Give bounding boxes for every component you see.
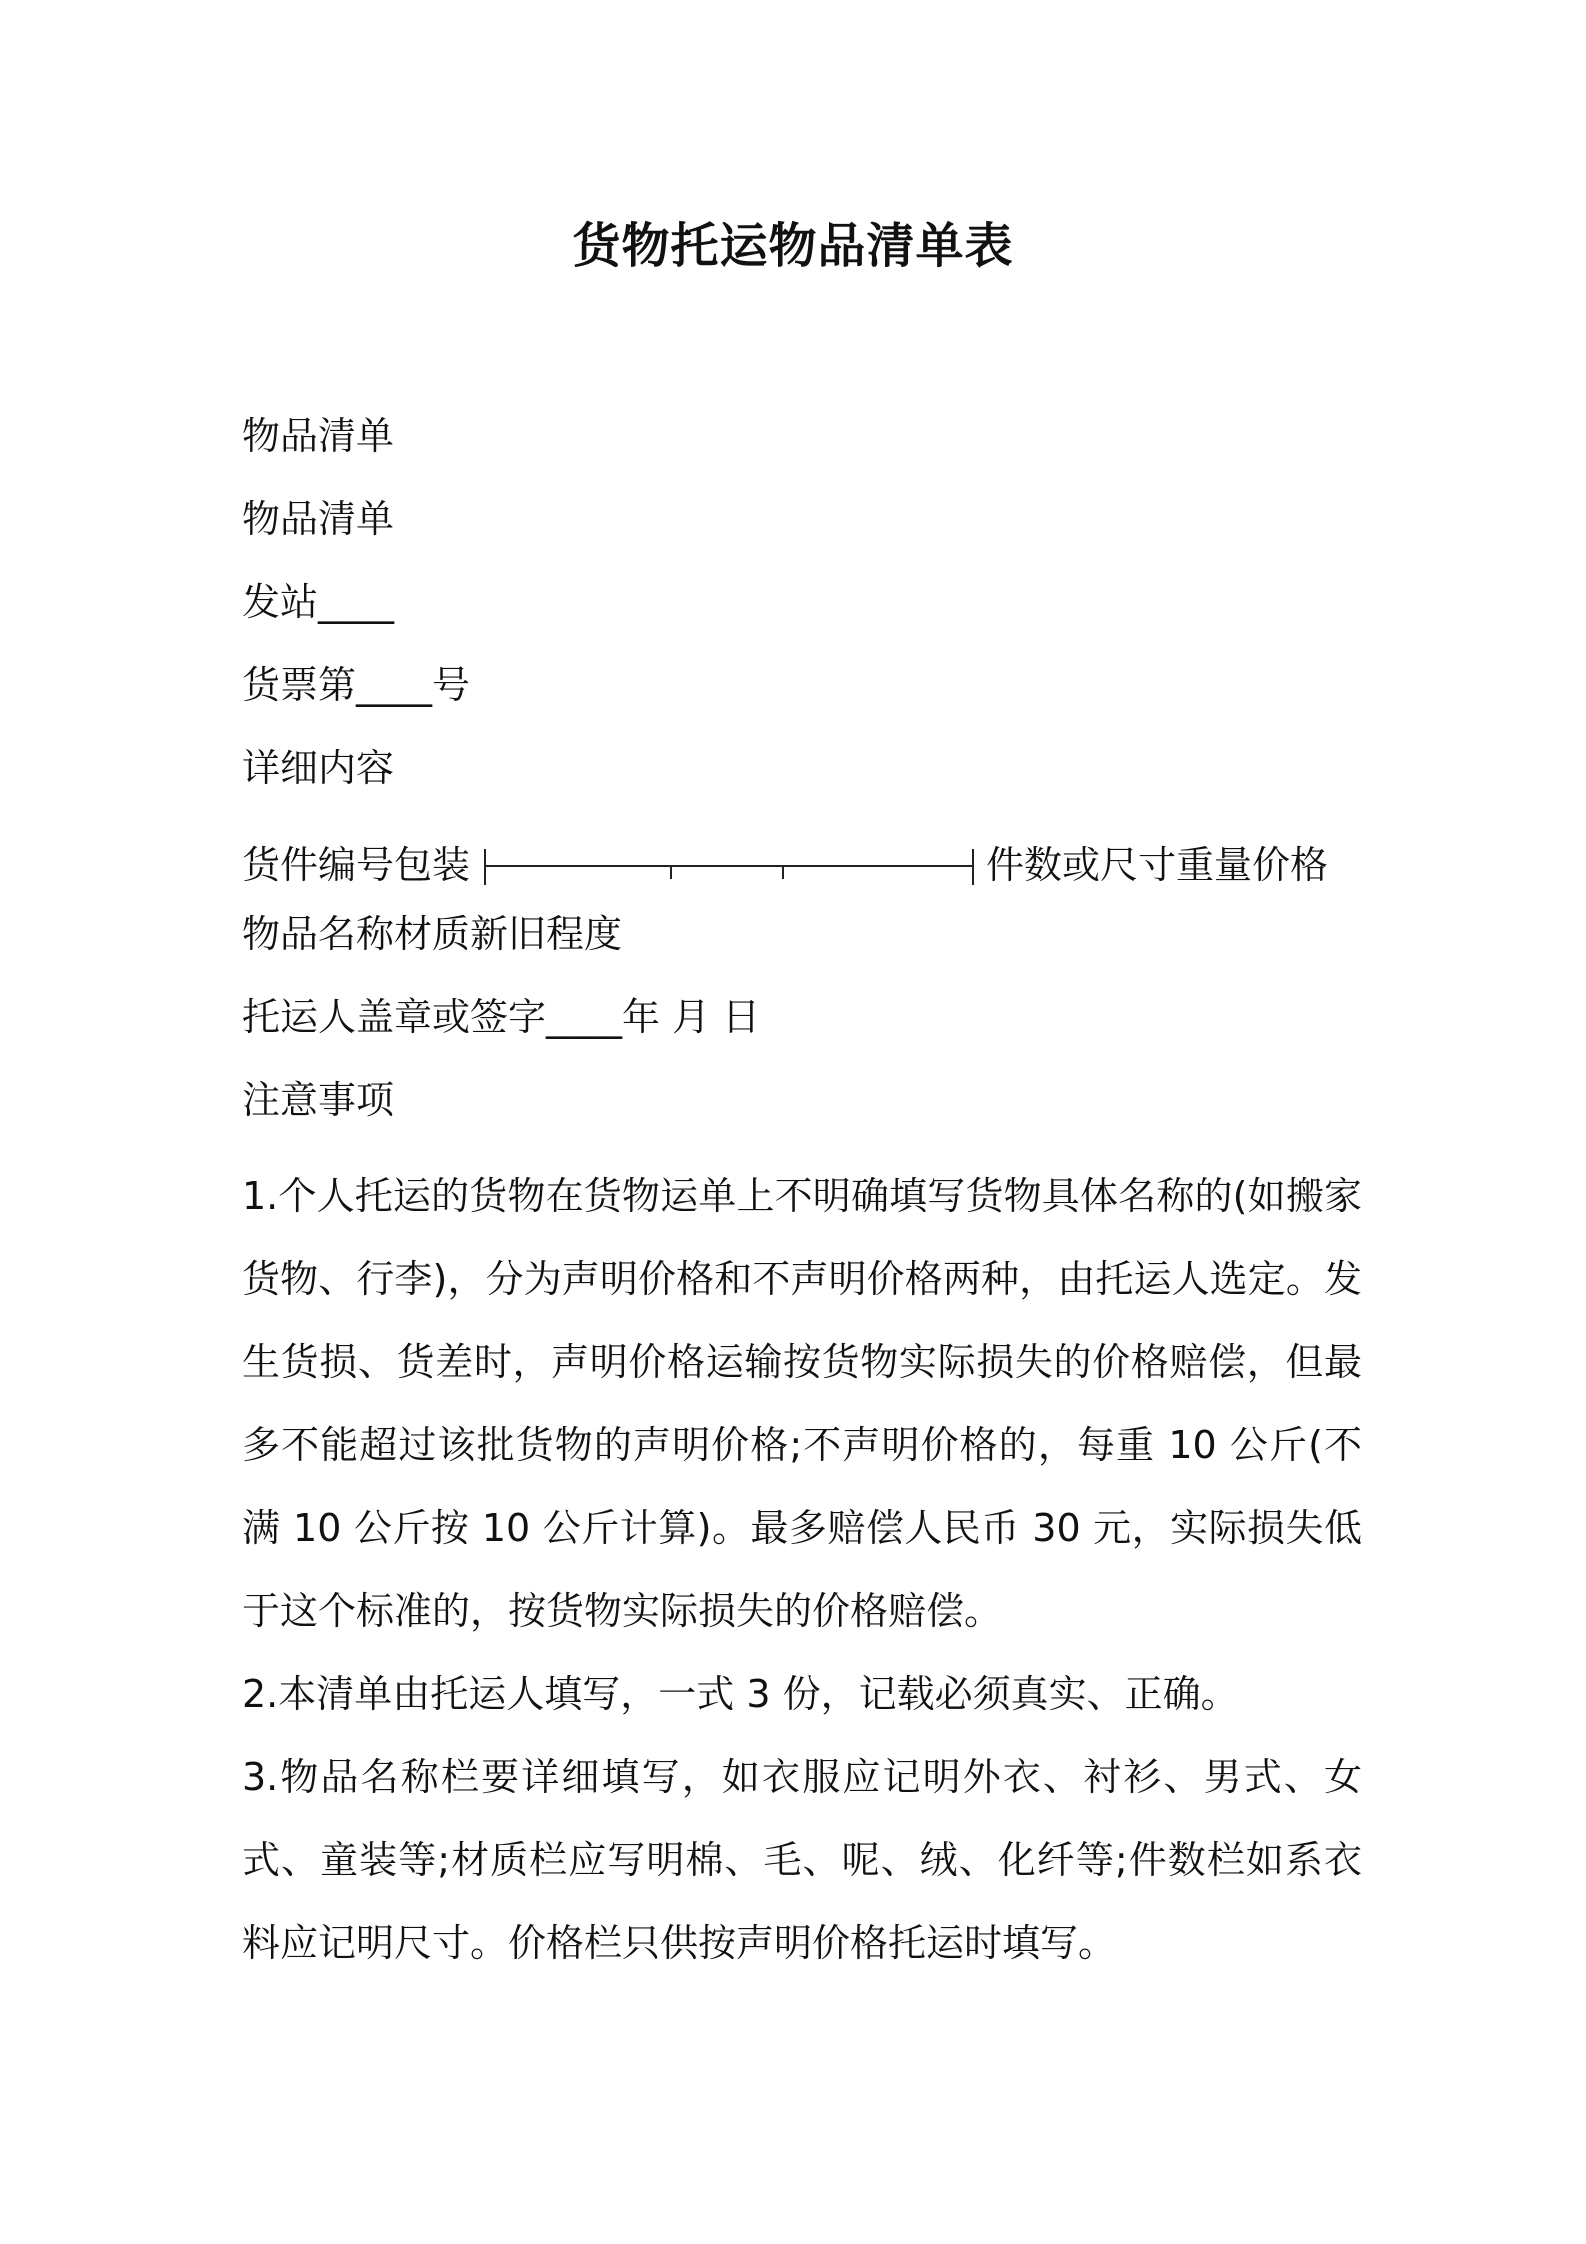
line-table-header [242,823,1362,906]
table-header-left: 货件编号包装 [242,842,471,887]
line-departure-station: 发站____ [242,580,395,624]
line-notes-heading: 注意事项 [242,1078,395,1122]
table-border-glyph [484,843,974,887]
note-paragraph-3: 3.物品名称栏要详细填写，如衣服应记明外衣、衬衫、男式、女式、童装等;材质栏应写明棉、毛、呢、绒、化纤等;件数栏如系衣料应记明尺寸。价格栏只供按声明价格托运时填写。 [242,1755,1362,1965]
line-details-heading: 详细内容 [242,746,395,790]
document-title: 货物托运物品清单表 [572,218,1014,274]
line-signature-date: 托运人盖章或签字____年 月 日 [242,995,761,1039]
line-item-list-2: 物品清单 [242,497,395,541]
document-body [242,408,1362,1985]
line-item-list-1: 物品清单 [242,414,395,458]
line-item-attributes: 物品名称材质新旧程度 [242,912,623,956]
table-header-right: 件数或尺寸重量价格 [986,842,1329,887]
line-waybill-number: 货票第____号 [242,663,471,707]
note-paragraph-2: 2.本清单由托运人填写，一式 3 份，记载必须真实、正确。 [242,1672,1239,1716]
note-paragraph-1: 1.个人托运的货物在货物运单上不明确填写货物具体名称的(如搬家货物、行李)，分为声明价格和不声明价格两种，由托运人选定。发生货损、货差时，声明价格运输按货物实际损失的价格赔偿，但最多不能超过该批货物的声明价格;不声明价格的，每重 10 公斤(不满 10 公斤按 10 公斤计算)。最多赔偿人民币 30 元，实际损失低于这个标准的，按货物实际损失的价格赔偿。 [242,1174,1362,1633]
